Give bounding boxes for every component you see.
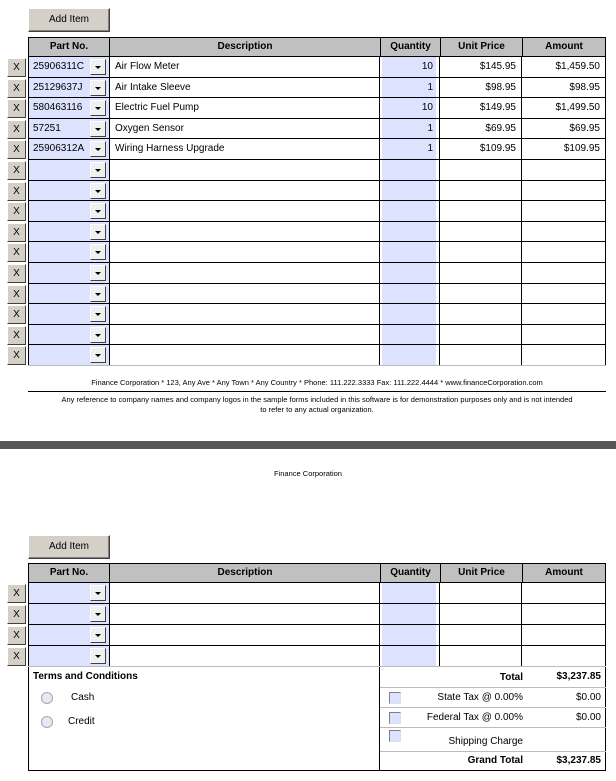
quantity-field[interactable] [380,242,440,262]
description-field[interactable] [110,304,380,324]
part-no-value: 25906311C [33,61,84,72]
unit-price-field [440,160,522,180]
description-field[interactable] [110,604,380,624]
part-no-value: 580463116 [33,102,83,114]
table-row [13,625,606,646]
federal-tax-checkbox[interactable] [389,712,401,724]
amount-field: $69.95 [522,119,606,139]
description-field[interactable] [110,263,380,283]
total-value: $3,237.85 [556,671,601,682]
description-field[interactable]: Wiring Harness Upgrade [110,139,380,159]
quantity-field[interactable] [380,160,440,180]
quantity-field-fill [382,160,436,180]
page-separator [0,441,616,449]
federal-tax-label: Federal Tax @ 0.00% [426,712,523,723]
footer-divider [28,391,606,392]
part-no-value: 57251 [33,122,61,134]
table-row [13,583,606,604]
quantity-field[interactable] [380,57,440,77]
table-header [28,563,606,583]
part-no-field[interactable] [28,139,110,159]
amount-field: $1,459.50 [522,57,606,77]
quantity-field-fill [382,284,436,304]
delete-row-button[interactable]: X [7,79,26,98]
part-no-field[interactable] [28,646,110,666]
unit-price-field [440,284,522,304]
unit-price-field [440,222,522,242]
quantity-field-fill [382,263,436,283]
disclaimer-line-2: to refer to any actual organization. [260,405,374,414]
part-no-dropdown-button[interactable] [90,347,106,363]
quantity-value: 1 [427,81,433,93]
unit-price-field [440,583,522,603]
part-no-field[interactable] [28,284,110,304]
quantity-field-fill [382,604,436,624]
radio-label-cash: Cash [71,692,95,703]
part-no-field[interactable] [28,222,110,242]
table-row [13,181,606,202]
column-header-amount: Amount [545,41,583,52]
quantity-field[interactable] [380,78,440,98]
company-address: Finance Corporation * 123, Any Ave * Any Town * Any Country * Phone: 111.222.3333 Fax: 111.222.4444 * www.financeCorporation.com [91,378,543,387]
amount-field [522,181,606,201]
column-header-description: Description [110,564,381,582]
unit-price-field [440,325,522,345]
table-row [13,604,606,625]
column-header-quantity: Quantity [381,38,441,56]
unit-price-field [440,646,522,666]
terms-and-conditions [28,667,380,771]
delete-row-button[interactable]: X [7,346,26,365]
delete-row-button[interactable]: X [7,243,26,262]
part-no-dropdown-button[interactable] [90,306,106,322]
amount-field: $109.95 [522,139,606,159]
delete-row-button[interactable]: X [7,647,26,666]
quantity-field-fill [382,222,436,242]
amount-field [522,222,606,242]
unit-price-field [440,625,522,645]
part-no-field[interactable] [28,625,110,645]
amount-field [522,325,606,345]
grand-total-label: Grand Total [467,755,523,766]
unit-price-field [440,304,522,324]
state-tax-value: $0.00 [575,692,601,703]
delete-row-button[interactable]: X [7,264,26,283]
part-no-dropdown-button[interactable] [90,59,106,75]
amount-field [522,304,606,324]
shipping-label: Shipping Charge [448,736,523,747]
delete-row-button[interactable]: X [7,223,26,242]
delete-row-button[interactable]: X [7,99,26,118]
delete-row-button[interactable]: X [7,584,26,603]
total-row [380,667,606,688]
delete-row-button[interactable]: X [7,120,26,139]
amount-field [522,160,606,180]
part-no-dropdown-button[interactable] [90,162,106,178]
federal-tax-value: $0.00 [575,712,601,723]
state-tax-label: State Tax @ 0.00% [437,692,523,703]
add-item-button[interactable]: Add Item [28,8,110,32]
part-no-dropdown-button[interactable] [90,121,106,137]
unit-price-field [440,242,522,262]
federal-tax-row [380,708,606,728]
part-no-field[interactable] [28,263,110,283]
description-field[interactable] [110,284,380,304]
quantity-field[interactable] [380,201,440,221]
disclaimer [28,395,606,415]
description-field[interactable] [110,242,380,262]
part-no-dropdown-button[interactable] [90,244,106,260]
radio-label-credit: Credit [68,716,95,727]
quantity-field[interactable] [380,139,440,159]
table-row [13,98,606,119]
shipping-checkbox[interactable] [389,730,401,742]
amount-field [522,263,606,283]
description-field[interactable]: Air Flow Meter [110,57,380,77]
column-header-unit-price: Unit Price [441,38,523,56]
delete-row-button[interactable]: X [7,182,26,201]
part-no-dropdown-button[interactable] [90,265,106,281]
grand-total-value: $3,237.85 [556,755,601,766]
part-no-dropdown-button[interactable] [90,648,106,664]
table-row [13,304,606,325]
table-row [13,57,606,78]
delete-row-button[interactable]: X [7,58,26,77]
table-row [13,284,606,305]
description-field[interactable] [110,646,380,666]
part-no-dropdown-button[interactable] [90,141,106,157]
quantity-field-fill [382,625,436,645]
quantity-field[interactable] [380,345,440,365]
unit-price-field [440,604,522,624]
unit-price-field [440,201,522,221]
part-no-value: 25906312A [33,143,85,155]
table-row [13,201,606,222]
quantity-field[interactable] [380,646,440,666]
radio-cash[interactable] [41,692,53,704]
quantity-value: 1 [427,143,433,155]
unit-price-field: $149.95 [440,98,522,118]
description-field[interactable] [110,583,380,603]
part-no-field[interactable] [28,604,110,624]
description-field[interactable] [110,325,380,345]
description-field[interactable] [110,625,380,645]
delete-row-button[interactable]: X [7,626,26,645]
totals-panel [379,667,606,771]
quantity-field[interactable] [380,98,440,118]
part-no-field[interactable] [28,78,110,98]
table-row [13,222,606,243]
quantity-field[interactable] [380,325,440,345]
amount-field [522,201,606,221]
description-field[interactable] [110,201,380,221]
part-no-field[interactable] [28,325,110,345]
part-no-field[interactable] [28,119,110,139]
unit-price-field: $145.95 [440,57,522,77]
state-tax-checkbox[interactable] [389,692,401,704]
page-header-title: Finance Corporation [274,469,342,478]
column-header-unit-price: Unit Price [441,564,523,582]
table-row [13,242,606,263]
add-item-button-page2[interactable]: Add Item [28,535,110,559]
part-no-dropdown-button[interactable] [90,224,106,240]
quantity-value: 10 [421,61,433,72]
part-no-field[interactable] [28,201,110,221]
quantity-field[interactable] [380,284,440,304]
amount-field [522,604,606,624]
quantity-field[interactable] [380,222,440,242]
delete-row-button[interactable]: X [7,326,26,345]
amount-field [522,284,606,304]
quantity-field-fill [382,242,436,262]
delete-row-button[interactable]: X [7,161,26,180]
part-no-dropdown-button[interactable] [90,80,106,96]
table-row [13,160,606,181]
part-no-field[interactable] [28,345,110,365]
part-no-value: 25129637J [33,81,83,93]
unit-price-field: $109.95 [440,139,522,159]
amount-field [522,345,606,365]
radio-credit[interactable] [41,716,53,728]
quantity-field[interactable] [380,583,440,603]
part-no-field[interactable] [28,242,110,262]
part-no-dropdown-button[interactable] [90,585,106,601]
table-row [13,139,606,160]
part-no-field[interactable] [28,181,110,201]
quantity-field[interactable] [380,181,440,201]
quantity-field[interactable] [380,304,440,324]
delete-row-button[interactable]: X [7,605,26,624]
quantity-field-fill [382,201,436,221]
amount-field [522,646,606,666]
column-header-quantity: Quantity [381,564,441,582]
part-no-dropdown-button[interactable] [90,606,106,622]
part-no-dropdown-button[interactable] [90,100,106,116]
description-field[interactable] [110,181,380,201]
column-header-description: Description [110,38,381,56]
delete-row-button[interactable]: X [7,305,26,324]
part-no-field[interactable] [28,57,110,77]
part-no-field[interactable] [28,304,110,324]
quantity-value: 10 [421,102,433,114]
quantity-field[interactable] [380,263,440,283]
part-no-dropdown-button[interactable] [90,203,106,219]
part-no-field[interactable] [28,160,110,180]
description-field[interactable]: Electric Fuel Pump [110,98,380,118]
quantity-field-fill [382,304,436,324]
description-field[interactable]: Oxygen Sensor [110,119,380,139]
quantity-field-fill [382,345,436,365]
amount-field: $98.95 [522,78,606,98]
part-no-dropdown-button[interactable] [90,327,106,343]
column-header-amount: Amount [545,567,583,578]
unit-price-field: $98.95 [440,78,522,98]
column-header-part-no: Part No. [29,38,110,56]
amount-field [522,625,606,645]
part-no-field[interactable] [28,98,110,118]
delete-row-button[interactable]: X [7,202,26,221]
quantity-field-fill [382,646,436,666]
quantity-field[interactable] [380,625,440,645]
table-row [13,78,606,99]
unit-price-field [440,263,522,283]
unit-price-field [440,181,522,201]
disclaimer-line-1: Any reference to company names and company logos in the sample forms included in this software is for demonstration purposes only and is not intended [61,395,573,404]
description-field[interactable] [110,160,380,180]
quantity-field-fill [382,181,436,201]
shipping-row [380,728,606,752]
description-field[interactable]: Air Intake Sleeve [110,78,380,98]
unit-price-field: $69.95 [440,119,522,139]
table-row [13,119,606,140]
quantity-value: 1 [427,122,433,134]
quantity-field-fill [382,325,436,345]
part-no-dropdown-button[interactable] [90,183,106,199]
table-header [28,37,606,57]
part-no-dropdown-button[interactable] [90,627,106,643]
quantity-field[interactable] [380,604,440,624]
column-header-part-no: Part No. [29,564,110,582]
quantity-field-fill [382,583,436,603]
quantity-field[interactable] [380,119,440,139]
table-row [13,263,606,284]
delete-row-button[interactable]: X [7,285,26,304]
amount-field [522,583,606,603]
description-field[interactable] [110,222,380,242]
table-row [13,345,606,366]
state-tax-row [380,688,606,708]
part-no-dropdown-button[interactable] [90,286,106,302]
table-row [13,646,606,667]
total-label: Total [499,672,523,683]
terms-title: Terms and Conditions [33,671,138,682]
description-field[interactable] [110,345,380,365]
table-row [13,325,606,346]
delete-row-button[interactable]: X [7,140,26,159]
unit-price-field [440,345,522,365]
grand-total-row [380,752,606,771]
amount-field [522,242,606,262]
amount-field: $1,499.50 [522,98,606,118]
part-no-field[interactable] [28,583,110,603]
